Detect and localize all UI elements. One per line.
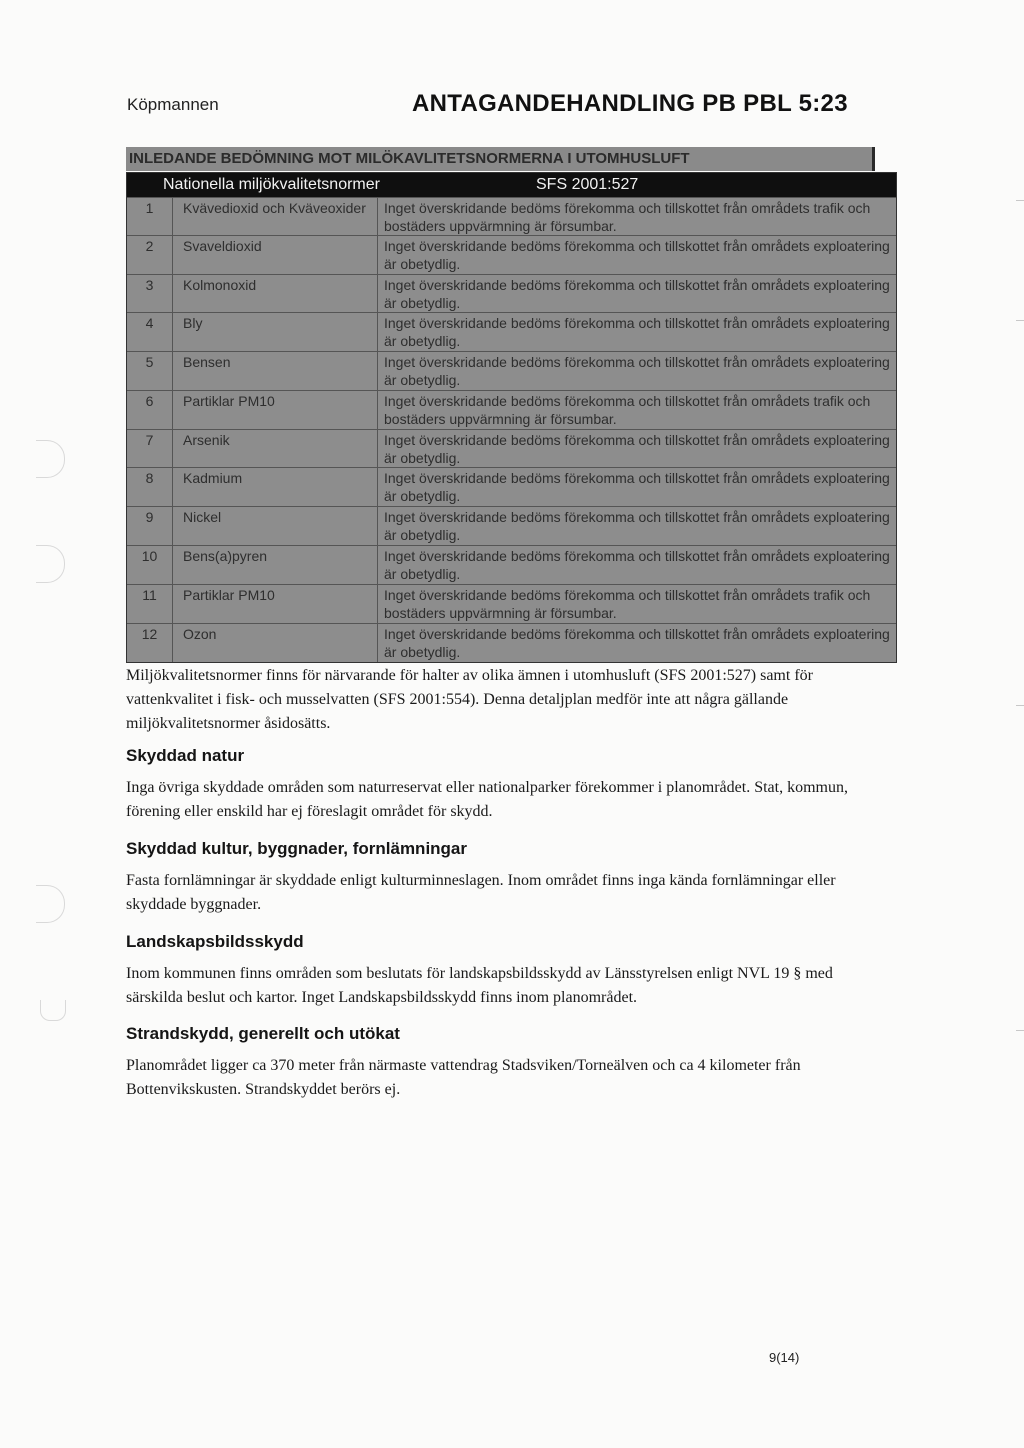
row-number: 12 — [127, 624, 173, 662]
row-number: 3 — [127, 275, 173, 313]
table-row — [127, 429, 896, 468]
punch-hole — [36, 440, 65, 478]
row-number: 11 — [127, 585, 173, 623]
row-number: 7 — [127, 430, 173, 468]
page-number: 9(14) — [769, 1350, 800, 1365]
edge-mark — [1016, 200, 1024, 201]
pollutant-name: Nickel — [173, 507, 378, 545]
table-header-right: SFS 2001:527 — [536, 176, 639, 193]
row-number: 9 — [127, 507, 173, 545]
assessment-text: Inget överskridande bedöms förekomma och tillskottet från områdets exploatering är obetydlig. — [384, 626, 890, 660]
assessment-text: Inget överskridande bedöms förekomma och tillskottet från områdets exploatering är obetydlig. — [384, 548, 890, 582]
paragraph-landskapsbildsskydd: Inom kommunen finns områden som beslutats för landskapsbildsskydd av Länsstyrelsen enligt NVL 19 § med särskilda beslut och kartor. Inget Landskapsbildsskydd finns inom planområdet. — [126, 965, 833, 1006]
assessment-text: Inget överskridande bedöms förekomma och tillskottet från områdets exploatering är obetydlig. — [384, 470, 890, 504]
table-caption: INLEDANDE BEDÖMNING MOT MILÖKAVLITETSNORMERNA I UTOMHUSLUFT — [126, 147, 875, 171]
paragraph-strandskydd: Planområdet ligger ca 370 meter från närmaste vattendrag Stadsviken/Torneälven och ca 4 kilometer från Bottenvikskusten. Strandskyddet berörs ej. — [126, 1057, 801, 1098]
pollutant-name: Bly — [173, 313, 378, 351]
row-number: 1 — [127, 198, 173, 236]
table-row — [127, 545, 896, 584]
row-number: 6 — [127, 391, 173, 429]
pollutant-name: Bensen — [173, 352, 378, 390]
punch-hole — [40, 1000, 66, 1021]
heading-skyddad-natur: Skyddad natur — [126, 746, 245, 765]
table-row — [127, 623, 896, 662]
heading-landskapsbildsskydd: Landskapsbildsskydd — [126, 932, 304, 951]
pollutant-name: Kvävedioxid och Kväveoxider — [173, 198, 378, 236]
header-location: Köpmannen — [127, 95, 219, 114]
punch-hole — [36, 545, 65, 583]
paragraph-skyddad-natur: Inga övriga skyddade områden som naturreservat eller nationalparker förekommer i planområdet. Stat, kommun, förening eller enskild har ej föreslagit området för skydd. — [126, 779, 848, 820]
air-quality-norms-table — [126, 172, 897, 663]
table-row — [127, 197, 896, 236]
row-number: 8 — [127, 468, 173, 506]
pollutant-name: Svaveldioxid — [173, 236, 378, 274]
table-header-left: Nationella miljökvalitetsnormer — [163, 176, 380, 193]
edge-mark — [1016, 1030, 1024, 1031]
heading-strandskydd: Strandskydd, generellt och utökat — [126, 1024, 400, 1043]
row-number: 5 — [127, 352, 173, 390]
table-row — [127, 584, 896, 623]
pollutant-name: Bens(a)pyren — [173, 546, 378, 584]
pollutant-name: Arsenik — [173, 430, 378, 468]
assessment-text: Inget överskridande bedöms förekomma och tillskottet från områdets exploatering är obetydlig. — [384, 354, 890, 388]
assessment-text: Inget överskridande bedöms förekomma och tillskottet från områdets exploatering är obetydlig. — [384, 432, 890, 466]
row-number: 4 — [127, 313, 173, 351]
pollutant-name: Partiklar PM10 — [173, 391, 378, 429]
edge-mark — [1016, 320, 1024, 321]
pollutant-name: Partiklar PM10 — [173, 585, 378, 623]
punch-hole — [36, 885, 65, 923]
table-row — [127, 351, 896, 390]
assessment-text: Inget överskridande bedöms förekomma och tillskottet från områdets exploatering är obetydlig. — [384, 509, 890, 543]
pollutant-name: Kolmonoxid — [173, 275, 378, 313]
table-row — [127, 235, 896, 274]
row-number: 10 — [127, 546, 173, 584]
paragraph-skyddad-kultur: Fasta fornlämningar är skyddade enligt kulturminneslagen. Inom området finns inga kända fornlämningar eller skyddade byggnader. — [126, 872, 836, 913]
assessment-text: Inget överskridande bedöms förekomma och tillskottet från områdets trafik och bostäders uppvärmning är försumbar. — [384, 393, 871, 427]
table-header — [127, 173, 896, 197]
intro-paragraph: Miljökvalitetsnormer finns för närvarande för halter av olika ämnen i utomhusluft (SFS 2001:527) samt för vattenkvalitet i fisk- och musselvatten (SFS 2001:554). Denna detaljplan medför inte att några gällande miljökvalitetsnormer åsidosätts. — [126, 667, 813, 732]
table-row — [127, 312, 896, 351]
assessment-text: Inget överskridande bedöms förekomma och tillskottet från områdets trafik och bostäders uppvärmning är försumbar. — [384, 200, 871, 234]
pollutant-name: Ozon — [173, 624, 378, 662]
document-title: ANTAGANDEHANDLING PB PBL 5:23 — [412, 90, 848, 117]
table-row — [127, 467, 896, 506]
table-row — [127, 506, 896, 545]
table-row — [127, 274, 896, 313]
edge-mark — [1016, 705, 1024, 706]
pollutant-name: Kadmium — [173, 468, 378, 506]
table-row — [127, 390, 896, 429]
row-number: 2 — [127, 236, 173, 274]
assessment-text: Inget överskridande bedöms förekomma och tillskottet från områdets exploatering är obetydlig. — [384, 277, 890, 311]
heading-skyddad-kultur: Skyddad kultur, byggnader, fornlämningar — [126, 839, 468, 858]
assessment-text: Inget överskridande bedöms förekomma och tillskottet från områdets exploatering är obetydlig. — [384, 238, 890, 272]
assessment-text: Inget överskridande bedöms förekomma och tillskottet från områdets trafik och bostäders uppvärmning är försumbar. — [384, 587, 871, 621]
assessment-text: Inget överskridande bedöms förekomma och tillskottet från områdets exploatering är obetydlig. — [384, 315, 890, 349]
